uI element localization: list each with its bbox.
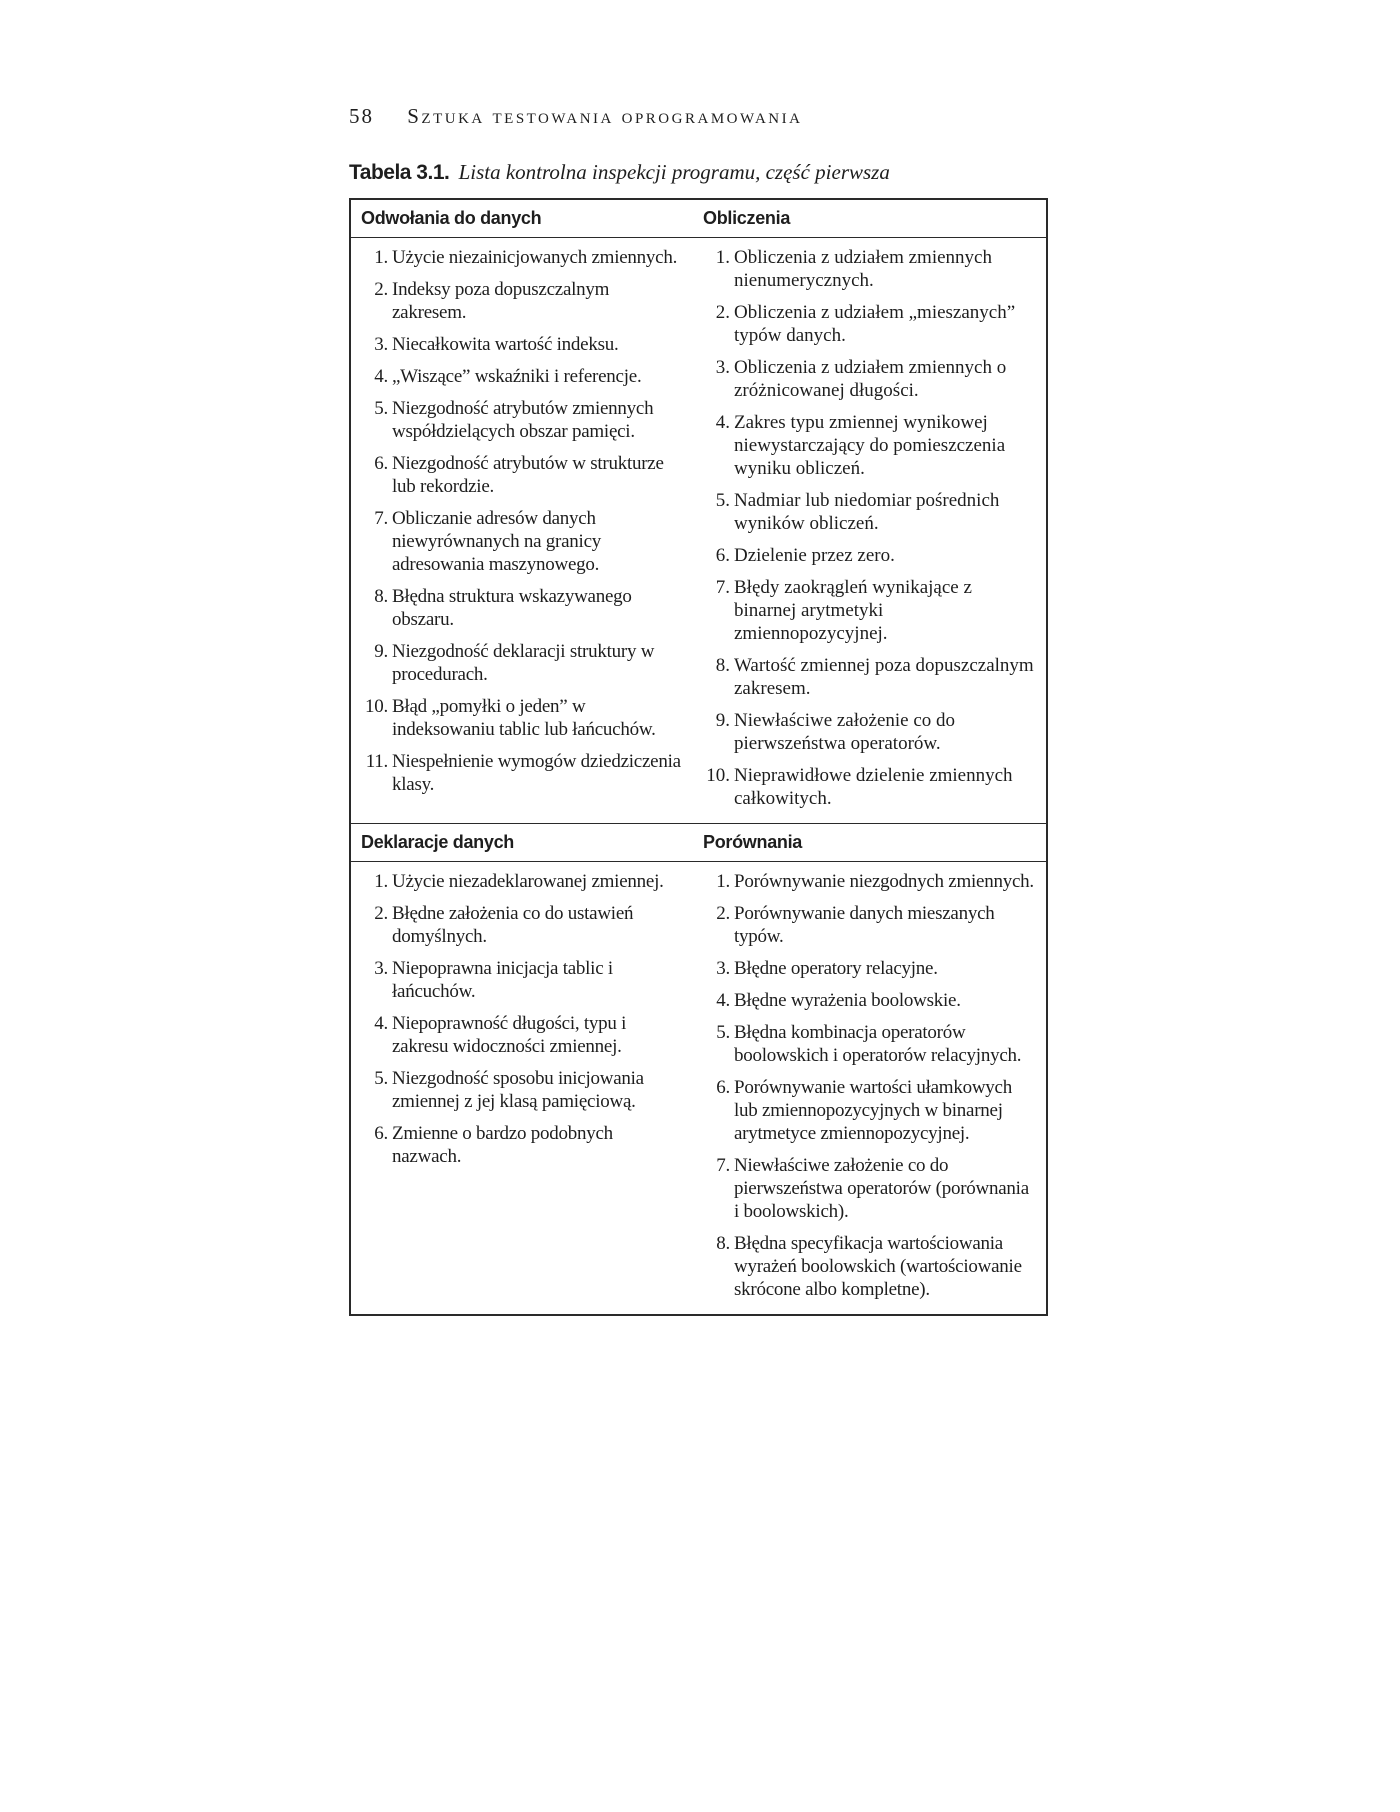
checklist-item xyxy=(359,1122,685,1168)
checklist-item xyxy=(359,870,685,893)
computations-list xyxy=(701,246,1038,810)
checklist-item xyxy=(701,489,1038,535)
data-declarations-list xyxy=(359,870,685,1168)
item-text: Obliczanie adresów danych niewyrównanych na granicy adresowania maszynowego. xyxy=(392,508,602,575)
checklist-item xyxy=(359,750,685,796)
item-text: Wartość zmiennej poza dopuszczalnym zakresem. xyxy=(734,655,1034,699)
checklist-item xyxy=(701,709,1038,755)
item-text: Błędy zaokrągleń wynikające z binarnej arytmetyki zmiennopozycyjnej. xyxy=(734,577,972,644)
item-number: 11. xyxy=(365,751,388,772)
item-text: Zmienne o bardzo podobnych nazwach. xyxy=(392,1123,613,1167)
checklist-item xyxy=(359,1067,685,1113)
checklist-item xyxy=(359,278,685,324)
item-number: 4. xyxy=(716,990,730,1011)
checklist-item xyxy=(701,870,1038,893)
checklist-item xyxy=(359,397,685,443)
page-number: 58 xyxy=(349,104,374,128)
item-number: 5. xyxy=(374,398,388,419)
item-number: 2. xyxy=(716,903,730,924)
checklist-item xyxy=(701,301,1038,347)
checklist-item xyxy=(701,1232,1038,1301)
item-text: Błąd „pomyłki o jeden” w indeksowaniu tablic lub łańcuchów. xyxy=(392,696,656,740)
item-number: 2. xyxy=(374,279,388,300)
checklist-item xyxy=(359,507,685,576)
item-number: 5. xyxy=(374,1068,388,1089)
header-comparisons: Porównania xyxy=(693,824,1047,862)
item-text: Błędne założenia co do ustawień domyślnych. xyxy=(392,903,634,947)
checklist-item xyxy=(359,333,685,356)
checklist-item xyxy=(359,902,685,948)
item-number: 6. xyxy=(715,545,730,566)
item-text: Obliczenia z udziałem zmiennych nienumerycznych. xyxy=(734,247,992,291)
checklist-item xyxy=(701,356,1038,402)
item-text: „Wiszące” wskaźniki i referencje. xyxy=(392,366,642,387)
item-number: 2. xyxy=(715,302,730,323)
item-text: Niezgodność sposobu inicjowania zmiennej z jej klasą pamięciową. xyxy=(392,1068,644,1112)
item-number: 1. xyxy=(374,247,388,268)
data-references-cell xyxy=(350,238,693,824)
checklist-item xyxy=(701,764,1038,810)
item-text: Błędna specyfikacja wartościowania wyrażeń boolowskich (wartościowanie skrócone albo kompletne). xyxy=(734,1233,1022,1300)
item-number: 1. xyxy=(716,871,730,892)
item-number: 10. xyxy=(365,696,388,717)
item-text: Użycie niezadeklarowanej zmiennej. xyxy=(392,871,664,892)
item-text: Błędna struktura wskazywanego obszaru. xyxy=(392,586,632,630)
checklist-item xyxy=(701,246,1038,292)
item-number: 7. xyxy=(716,1155,730,1176)
item-number: 6. xyxy=(716,1077,730,1098)
item-number: 1. xyxy=(715,247,730,268)
item-number: 2. xyxy=(374,903,388,924)
item-text: Zakres typu zmiennej wynikowej niewystarczający do pomieszczenia wyniku obliczeń. xyxy=(734,412,1006,479)
checklist-item xyxy=(701,1021,1038,1067)
table-caption xyxy=(349,160,890,185)
item-text: Błędne wyrażenia boolowskie. xyxy=(734,990,961,1011)
table-caption-text: Lista kontrolna inspekcji programu, część pierwsza xyxy=(458,160,890,184)
item-text: Użycie niezainicjowanych zmiennych. xyxy=(392,247,678,268)
checklist-item xyxy=(359,365,685,388)
running-head xyxy=(349,104,802,129)
item-number: 4. xyxy=(374,1013,388,1034)
computations-cell xyxy=(693,238,1047,824)
comparisons-cell xyxy=(693,862,1047,1316)
item-number: 7. xyxy=(374,508,388,529)
item-text: Niepoprawność długości, typu i zakresu widoczności zmiennej. xyxy=(392,1013,627,1057)
header-computations: Obliczenia xyxy=(693,199,1047,238)
item-text: Niezgodność atrybutów zmiennych współdzielących obszar pamięci. xyxy=(392,398,654,442)
checklist-item xyxy=(701,544,1038,567)
item-number: 6. xyxy=(374,1123,388,1144)
item-number: 6. xyxy=(374,453,388,474)
item-number: 5. xyxy=(715,490,730,511)
section-body-row xyxy=(350,862,1047,1316)
item-text: Indeksy poza dopuszczalnym zakresem. xyxy=(392,279,610,323)
header-data-declarations: Deklaracje danych xyxy=(350,824,693,862)
item-text: Niezgodność atrybutów w strukturze lub rekordzie. xyxy=(392,453,664,497)
item-text: Niepoprawna inicjacja tablic i łańcuchów. xyxy=(392,958,613,1002)
item-text: Błędne operatory relacyjne. xyxy=(734,958,938,979)
item-number: 7. xyxy=(715,577,730,598)
item-text: Niewłaściwe założenie co do pierwszeństwa operatorów (porównania i boolowskich). xyxy=(734,1155,1029,1222)
item-text: Nieprawidłowe dzielenie zmiennych całkowitych. xyxy=(734,765,1013,809)
item-number: 3. xyxy=(715,357,730,378)
checklist-item xyxy=(359,585,685,631)
item-text: Dzielenie przez zero. xyxy=(734,545,895,566)
book-title: Sztuka testowania oprogramowania xyxy=(407,104,803,128)
table-caption-label: Tabela 3.1. xyxy=(349,161,450,184)
checklist-item xyxy=(701,957,1038,980)
item-text: Niewłaściwe założenie co do pierwszeństwa operatorów. xyxy=(734,710,956,754)
section-header-row xyxy=(350,199,1047,238)
item-text: Porównywanie niezgodnych zmiennych. xyxy=(734,871,1034,892)
item-number: 8. xyxy=(374,586,388,607)
section-header-row xyxy=(350,824,1047,862)
checklist-item xyxy=(701,654,1038,700)
header-data-references: Odwołania do danych xyxy=(350,199,693,238)
checklist-item xyxy=(701,1154,1038,1223)
checklist-item xyxy=(701,989,1038,1012)
item-number: 8. xyxy=(715,655,730,676)
item-number: 9. xyxy=(715,710,730,731)
data-references-list xyxy=(359,246,685,796)
item-text: Błędna kombinacja operatorów boolowskich i operatorów relacyjnych. xyxy=(734,1022,1022,1066)
item-number: 5. xyxy=(716,1022,730,1043)
item-number: 3. xyxy=(716,958,730,979)
item-text: Niezgodność deklaracji struktury w procedurach. xyxy=(392,641,655,685)
item-text: Nadmiar lub niedomiar pośrednich wyników obliczeń. xyxy=(734,490,1000,534)
item-text: Niecałkowita wartość indeksu. xyxy=(392,334,619,355)
checklist-item xyxy=(359,452,685,498)
section-body-row xyxy=(350,238,1047,824)
checklist-item xyxy=(359,957,685,1003)
data-declarations-cell xyxy=(350,862,693,1316)
item-number: 4. xyxy=(715,412,730,433)
item-number: 9. xyxy=(374,641,388,662)
checklist-item xyxy=(701,902,1038,948)
checklist-item xyxy=(359,640,685,686)
checklist-item xyxy=(701,1076,1038,1145)
item-number: 1. xyxy=(374,871,388,892)
checklist-item xyxy=(359,1012,685,1058)
item-text: Obliczenia z udziałem zmiennych o zróżnicowanej długości. xyxy=(734,357,1007,401)
checklist-item xyxy=(701,576,1038,645)
comparisons-list xyxy=(701,870,1038,1301)
checklist-item xyxy=(359,695,685,741)
item-number: 3. xyxy=(374,334,388,355)
item-text: Niespełnienie wymogów dziedziczenia klasy. xyxy=(392,751,681,795)
checklist-item xyxy=(701,411,1038,480)
checklist-item xyxy=(359,246,685,269)
item-text: Obliczenia z udziałem „mieszanych” typów danych. xyxy=(734,302,1016,346)
item-number: 3. xyxy=(374,958,388,979)
item-number: 10. xyxy=(706,765,730,786)
inspection-checklist-table xyxy=(349,198,1048,1316)
item-text: Porównywanie wartości ułamkowych lub zmiennopozycyjnych w binarnej arytmetyce zmiennopozycyjnej. xyxy=(734,1077,1012,1144)
item-number: 8. xyxy=(716,1233,730,1254)
item-text: Porównywanie danych mieszanych typów. xyxy=(734,903,995,947)
item-number: 4. xyxy=(374,366,388,387)
